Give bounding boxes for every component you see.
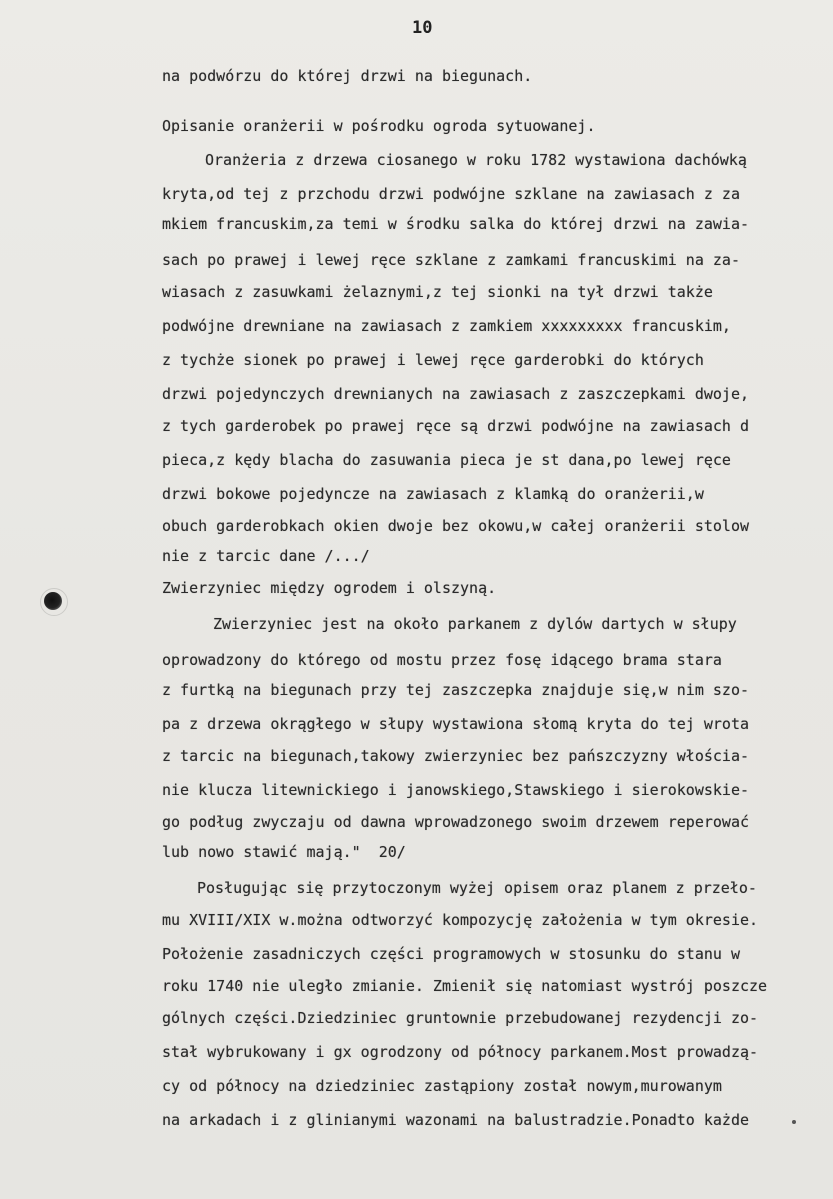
text-line: z tych garderobek po prawej ręce są drzwi podwójne na zawiasach d xyxy=(162,417,749,435)
text-line: oprowadzony do którego od mostu przez fosę idącego brama stara xyxy=(162,651,722,669)
text-line: stał wybrukowany i gx ogrodzony od północy parkanem.Most prowadzą- xyxy=(162,1043,759,1061)
text-line: sach po prawej i lewej ręce szklane z zamkami francuskimi na za- xyxy=(162,251,740,269)
page-number: 10 xyxy=(412,18,433,38)
text-line: drzwi pojedynczych drewnianych na zawiasach z zaszczepkami dwoje, xyxy=(162,385,749,403)
text-line: Posługując się przytoczonym wyżej opisem oraz planem z przeło- xyxy=(197,879,757,897)
text-line: drzwi bokowe pojedyncze na zawiasach z klamką do oranżerii,w xyxy=(162,485,704,503)
text-line: Położenie zasadniczych części programowych w stosunku do stanu w xyxy=(162,945,740,963)
text-line: nie klucza litewnickiego i janowskiego,Stawskiego i sierokowskie- xyxy=(162,781,749,799)
text-line: obuch garderobkach okien dwoje bez okowu,w całej oranżerii stolow xyxy=(162,517,749,535)
text-line: lub nowo stawić mają." 20/ xyxy=(162,843,406,861)
text-line: kryta,od tej z przchodu drzwi podwójne szklane na zawiasach z za xyxy=(162,185,740,203)
section-heading-oranzeria: Opisanie oranżerii w pośrodku ogroda sytuowanej. xyxy=(162,117,596,135)
text-line: wiasach z zasuwkami żelaznymi,z tej sionki na tył drzwi także xyxy=(162,283,713,301)
text-line: mkiem francuskim,za temi w środku salka do której drzwi na zawia- xyxy=(162,215,749,233)
text-line: mu XVIII/XIX w.można odtworzyć kompozycję założenia w tym okresie. xyxy=(162,911,759,929)
text-line: z tarcic na biegunach,takowy zwierzyniec bez pańszczyzny włościa- xyxy=(162,747,749,765)
text-line: roku 1740 nie uległo zmianie. Zmienił się natomiast wystrój poszcze xyxy=(162,977,768,995)
punch-hole xyxy=(44,592,62,610)
section-heading-zwierzyniec: Zwierzyniec między ogrodem i olszyną. xyxy=(162,579,497,597)
text-line: go podług zwyczaju od dawna wprowadzonego swoim drzewem reperować xyxy=(162,813,749,831)
text-line: Oranżeria z drzewa ciosanego w roku 1782 wystawiona dachówką xyxy=(205,151,747,169)
text-line: na arkadach i z glinianymi wazonami na balustradzie.Ponadto każde xyxy=(162,1111,749,1129)
text-line: pa z drzewa okrągłego w słupy wystawiona słomą kryta do tej wrota xyxy=(162,715,749,733)
text-line: pieca,z kędy blacha do zasuwania pieca je st dana,po lewej ręce xyxy=(162,451,731,469)
text-line: na podwórzu do której drzwi na biegunach. xyxy=(162,67,533,85)
text-line: gólnych części.Dziedziniec gruntownie przebudowanej rezydencji zo- xyxy=(162,1009,759,1027)
text-line: z furtką na biegunach przy tej zaszczepka znajduje się,w nim szo- xyxy=(162,681,749,699)
text-line: podwójne drewniane na zawiasach z zamkiem xxxxxxxxx francuskim, xyxy=(162,317,731,335)
text-line: z tychże sionek po prawej i lewej ręce garderobki do których xyxy=(162,351,704,369)
text-line: Zwierzyniec jest na około parkanem z dylów dartych w słupy xyxy=(213,615,737,633)
ink-dot xyxy=(792,1120,796,1124)
text-line: cy od północy na dziedziniec zastąpiony został nowym,murowanym xyxy=(162,1077,722,1095)
text-line: nie z tarcic dane /.../ xyxy=(162,547,370,565)
